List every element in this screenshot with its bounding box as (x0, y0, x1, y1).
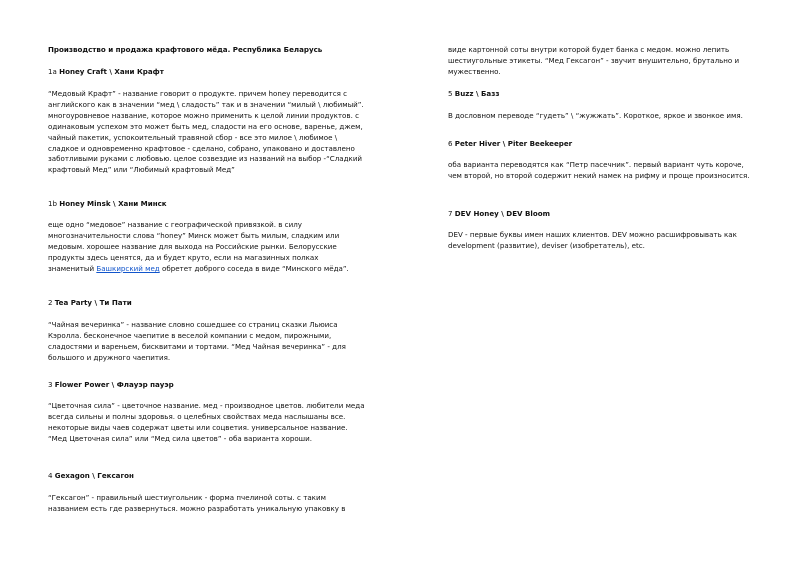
section-number: 3 (48, 380, 53, 389)
section-number: 2 (48, 298, 53, 307)
section-number: 4 (48, 471, 53, 480)
section-number: 6 (448, 139, 453, 148)
section-2-heading (48, 298, 132, 309)
section-7-heading (448, 209, 550, 220)
section-name: Gexagon \ Гексагон (54, 471, 134, 480)
section-4-heading (48, 471, 134, 482)
section-number: 5 (448, 89, 453, 98)
section-5-heading (448, 89, 499, 100)
section-3-heading (48, 380, 174, 391)
section-3-paragraph: “Цветочная сила” - цветочное название. мед - производное цветов. любители меда всегда сильны и полны здоровья. о целебных свойствах меда наслышаны все. некоторые виды чаев содержат цветы или соцветия. универсальное название. “Мед Цветочная сила” или “Мед сила цветов” - оба варианта хороши. (48, 401, 365, 443)
section-number: 7 (448, 209, 453, 218)
section-1b-paragraph: еще одно “медовое” название с географической привязкой. в силу многозначительности слова “honey” Минск может быть милым, сладким или медовым. хорошее название для выхода на Российские рынки. Белорусские продукты здесь ценятся, да и будет круто, если на магазинных полках знаменитый Башкирский мед обретет доброго соседа в виде “Минского мёда”. (48, 220, 349, 273)
section-name: Peter Hiver \ Piter Beekeeper (454, 139, 573, 148)
section-6-paragraph: оба варианта переводятся как “Петр пасечник”. первый вариант чуть короче, чем второй, но второй содержит некий намек на рифму и проще произносится. (448, 160, 750, 180)
section-4-paragraph: “Гексагон” - правильный шестиугольник - форма пчелиной соты. с таким названием есть где развернуться. можно разработать уникальную упаковку в (48, 493, 346, 513)
section-7-paragraph: DEV - первые буквы имен наших клиентов. DEV можно расшифровывать как development (развитие), deviser (изобретатель), etc. (448, 230, 737, 250)
section-name: Honey Craft \ Хани Крафт (59, 67, 164, 76)
section-2-paragraph: “Чайная вечеринка” - название словно сошедшее со страниц сказки Льюиса Кэролла. бесконечное чаепитие в веселой компании с медом, пирожными, сладостями и вареньем, бисквитами и тортами. “Мед Чайная вечеринка” - для большого и дружного чаепития. (48, 320, 346, 362)
section-1a-heading (48, 67, 164, 78)
section-name: Flower Power \ Флауэр пауэр (54, 380, 174, 389)
section-6-heading (448, 139, 572, 150)
section-name: DEV Honey \ DEV Bloom (454, 209, 550, 218)
section-name: Buzz \ Базз (454, 89, 500, 98)
section-1b-heading (48, 199, 167, 210)
section-4-continuation: виде картонной соты внутри которой будет банка с медом. можно лепить шестиугольные этикеты. “Мед Гексагон” - звучит внушительно, брутально и мужественно. (448, 45, 740, 76)
section-1a-paragraph: “Медовый Крафт” - название говорит о продукте. причем honey переводится с английского как в значении “мед \ сладость” так и в значении “милый \ любимый”. многоуровневое название, которое можно применить к целой линии продуктов. с одинаковым успехом это может быть мед, сладости на его основе, варенье, джем, чайный пакетик, успокоительный травяной сбор - все это милое \ любимое \ сладкое и одновременно крафтовое - сделано, собрано, упаковано и доставлено заботливыми руками с любовью. целое созвездие из названий на выбор -“Сладкий крафтовый Мед” или “Любимый крафтовый Мед” (48, 89, 364, 175)
section-name: Honey Minsk \ Хани Минск (59, 199, 167, 208)
section-5-paragraph: В дословном переводе “гудеть” \ “жужжать”. Короткое, яркое и звонкое имя. (448, 111, 743, 120)
section-name: Tea Party \ Ти Пати (54, 298, 132, 307)
document-title: Производство и продажа крафтового мёда. Республика Беларусь (48, 45, 323, 54)
section-number: 1a (48, 67, 57, 76)
section-number: 1b (48, 199, 58, 208)
bashkir-honey-link[interactable]: Башкирский мед (96, 263, 160, 273)
